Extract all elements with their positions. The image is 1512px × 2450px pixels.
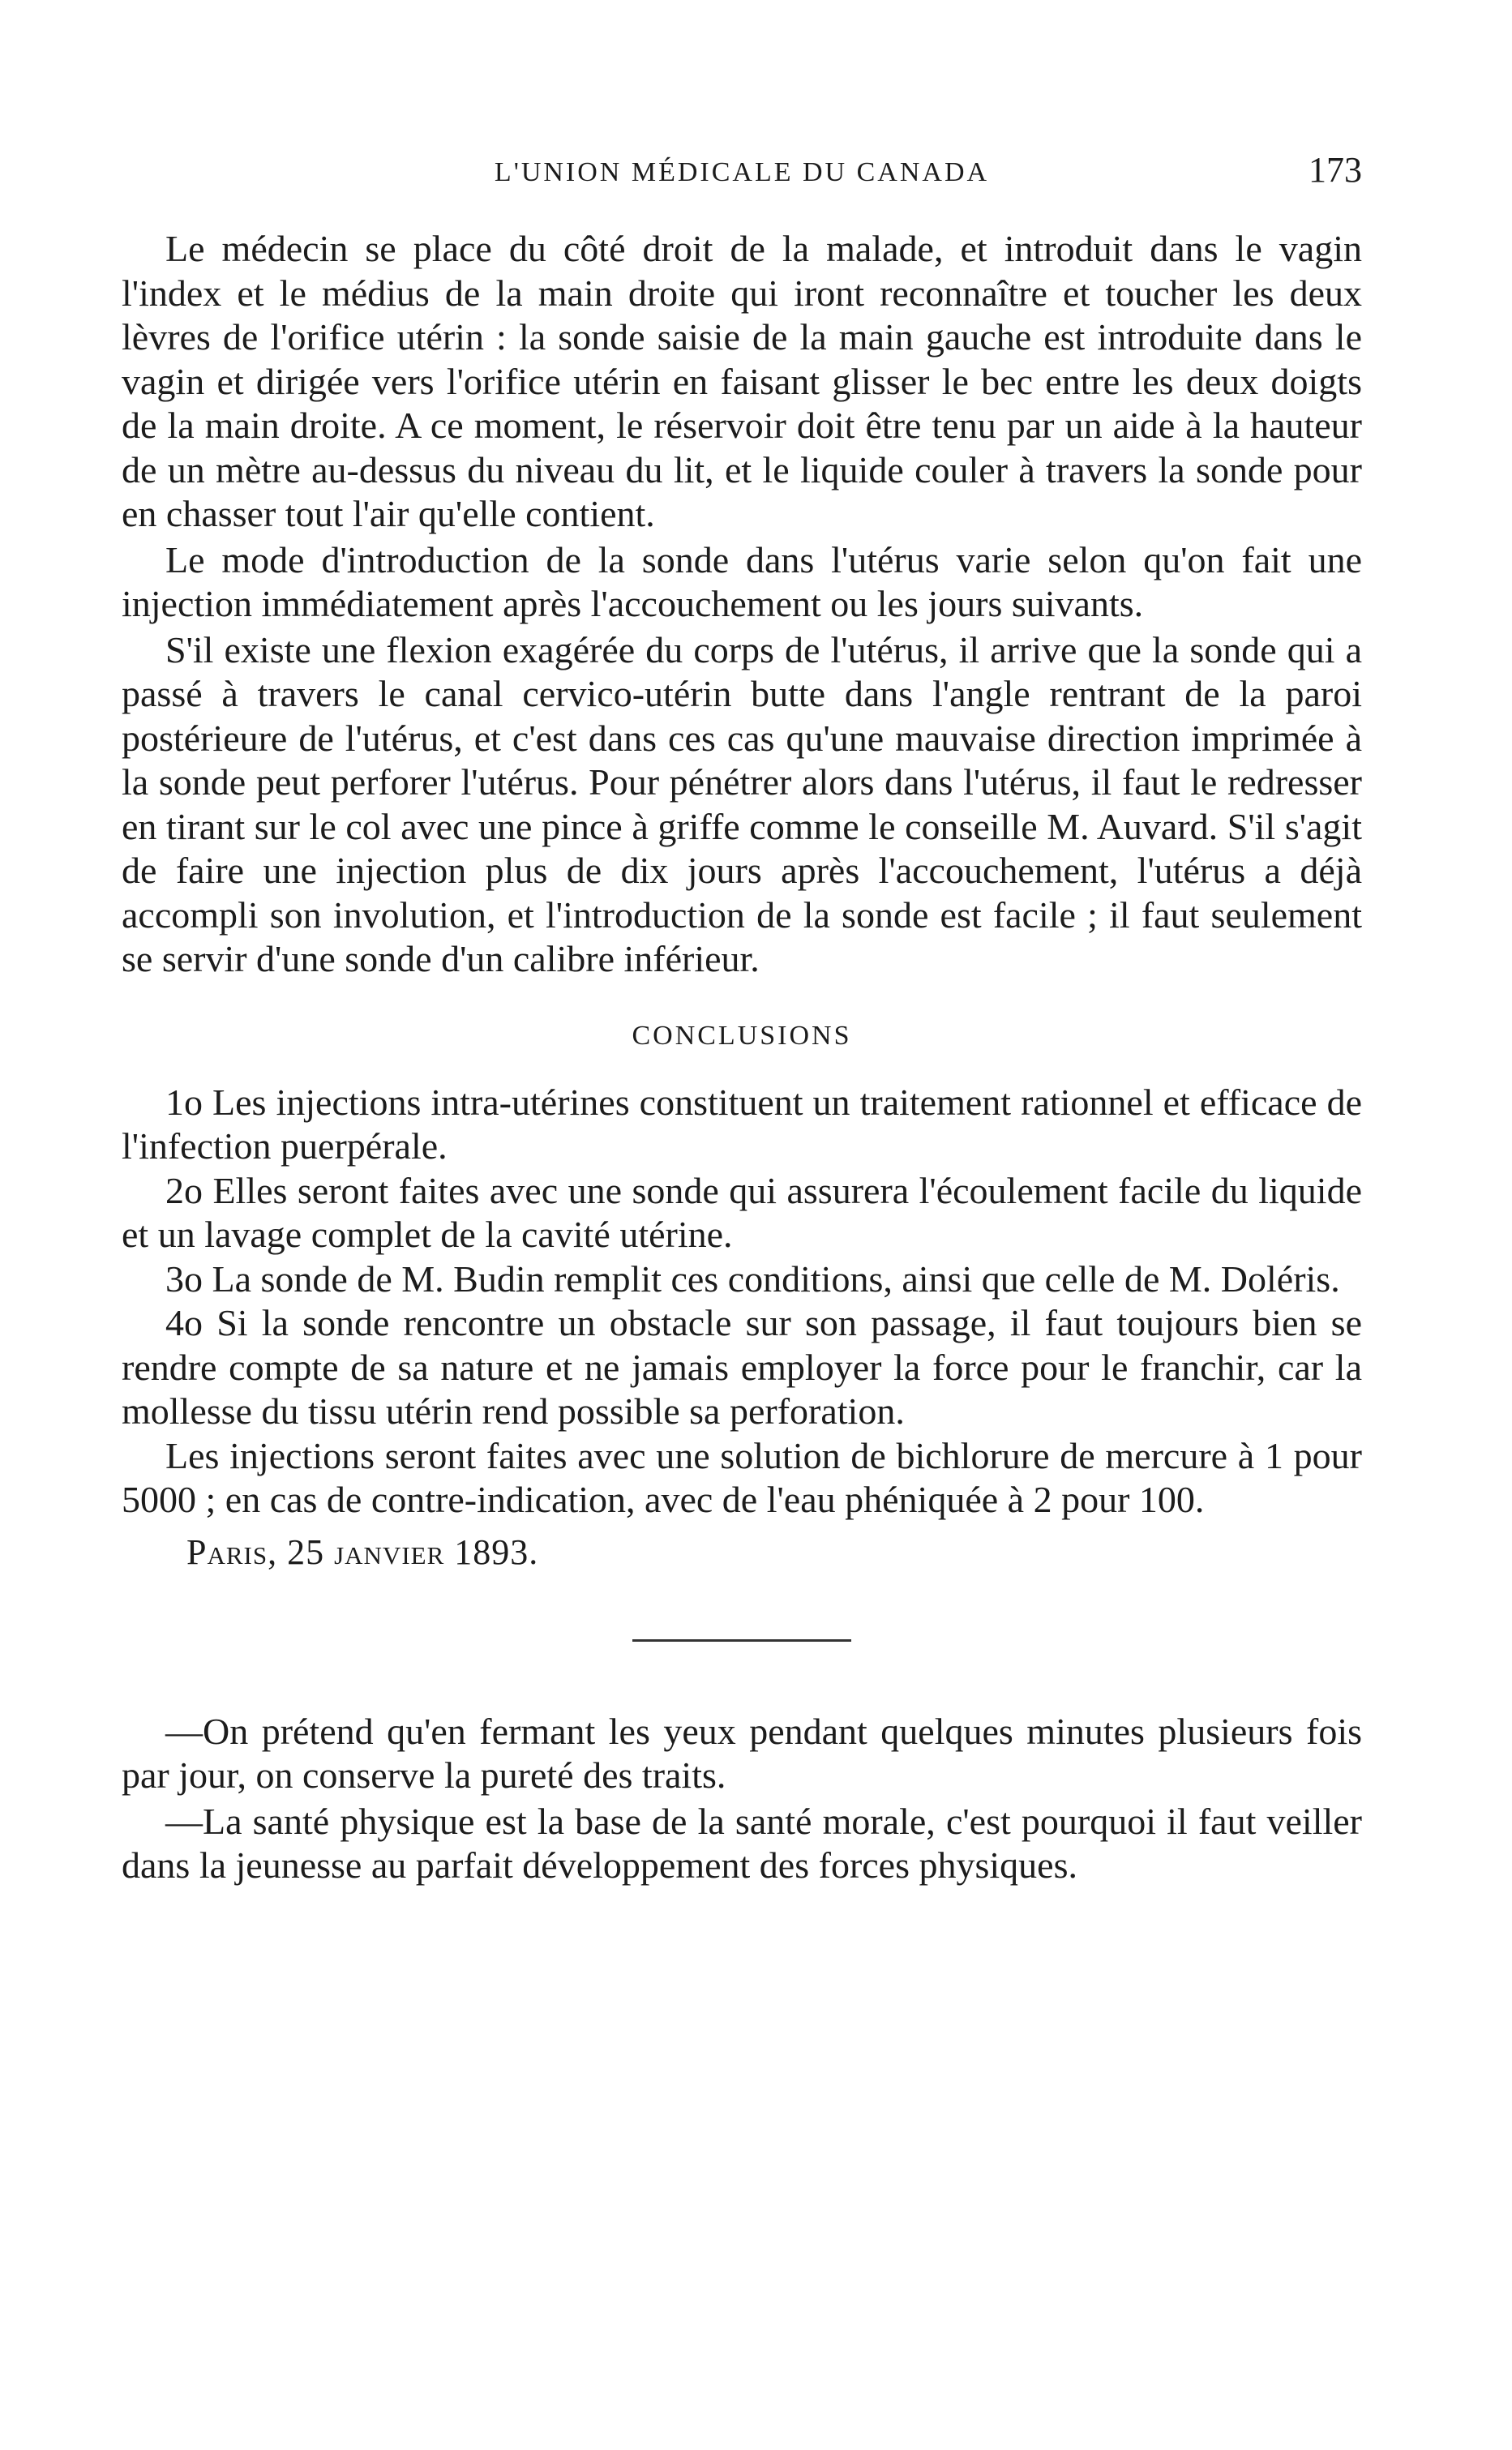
note-paragraph: —La santé physique est la base de la santé morale, c'est pourquoi il faut veiller dans la jeunesse au parfait développement des forces physiques. bbox=[122, 1800, 1362, 1886]
conclusion-item: 3o La sonde de M. Budin remplit ces conditions, ainsi que celle de M. Doléris. bbox=[165, 1257, 1340, 1300]
signature-dateline: Paris, 25 janvier 1893. bbox=[186, 1531, 539, 1572]
section-heading-conclusions: CONCLUSIONS bbox=[632, 1020, 852, 1051]
conclusion-item: 2o Elles seront faites avec une sonde qui assurera l'écoulement facile du liquide et un lavage complet de la cavité utérine. bbox=[122, 1169, 1362, 1255]
document-page bbox=[122, 138, 1362, 2408]
paragraph: Le mode d'introduction de la sonde dans l'utérus varie selon qu'on fait une injection immédiatement après l'accouchement ou les jours suivants. bbox=[122, 538, 1362, 624]
conclusions-list bbox=[122, 1081, 1362, 1523]
body-text bbox=[122, 227, 1362, 982]
conclusion-item: 4o Si la sonde rencontre un obstacle sur son passage, il faut toujours bien se rendre compte de sa nature et ne jamais employer la force pour le franchir, car la mollesse du tissu utérin rend possible sa perforation. bbox=[122, 1302, 1362, 1432]
paragraph: S'il existe une flexion exagérée du corps de l'utérus, il arrive que la sonde qui a passé à travers le canal cervico-utérin butte dans l'angle rentrant de la paroi postérieure de l'utérus, et c'est dans ces cas qu'une mauvaise direction imprimée à la sonde peut perforer l'utérus. Pour pénétrer alors dans l'utérus, il faut le redresser en tirant sur le col avec une pince à griffe comme le conseille M. Auvard. S'il s'agit de faire une injection plus de dix jours après l'accouchement, l'utérus a déjà accompli son involution, et l'introduction de la sonde est facile ; il faut seulement se servir d'une sonde d'un calibre inférieur. bbox=[122, 628, 1362, 979]
miscellany-notes bbox=[122, 1710, 1362, 1888]
paragraph: Le médecin se place du côté droit de la malade, et introduit dans le vagin l'index et le médius de la main droite qui iront reconnaître et toucher les deux lèvres de l'orifice utérin : la sonde saisie de la main gauche est introduite dans le vagin et dirigée vers l'orifice utérin en faisant glisser le bec entre les deux doigts de la main droite. A ce moment, le réservoir doit être tenu par un aide à la hauteur de un mètre au-dessus du niveau du lit, et le liquide couler à travers la sonde pour en chasser tout l'air qu'elle contient. bbox=[122, 228, 1362, 534]
conclusion-item: 1o Les injections intra-utérines constituent un traitement rationnel et efficace de l'infection puerpérale. bbox=[122, 1081, 1362, 1167]
page-header bbox=[122, 138, 1362, 195]
running-title: L'UNION MÉDICALE DU CANADA bbox=[494, 157, 990, 187]
conclusion-item: Les injections seront faites avec une solution de bichlorure de mercure à 1 pour 5000 ; en cas de contre-indication, avec de l'eau phéniquée à 2 pour 100. bbox=[122, 1434, 1362, 1520]
page-number: 173 bbox=[1309, 150, 1362, 190]
note-paragraph: —On prétend qu'en fermant les yeux pendant quelques minutes plusieurs fois par jour, on conserve la pureté des traits. bbox=[122, 1710, 1362, 1796]
section-divider bbox=[632, 1639, 851, 1642]
